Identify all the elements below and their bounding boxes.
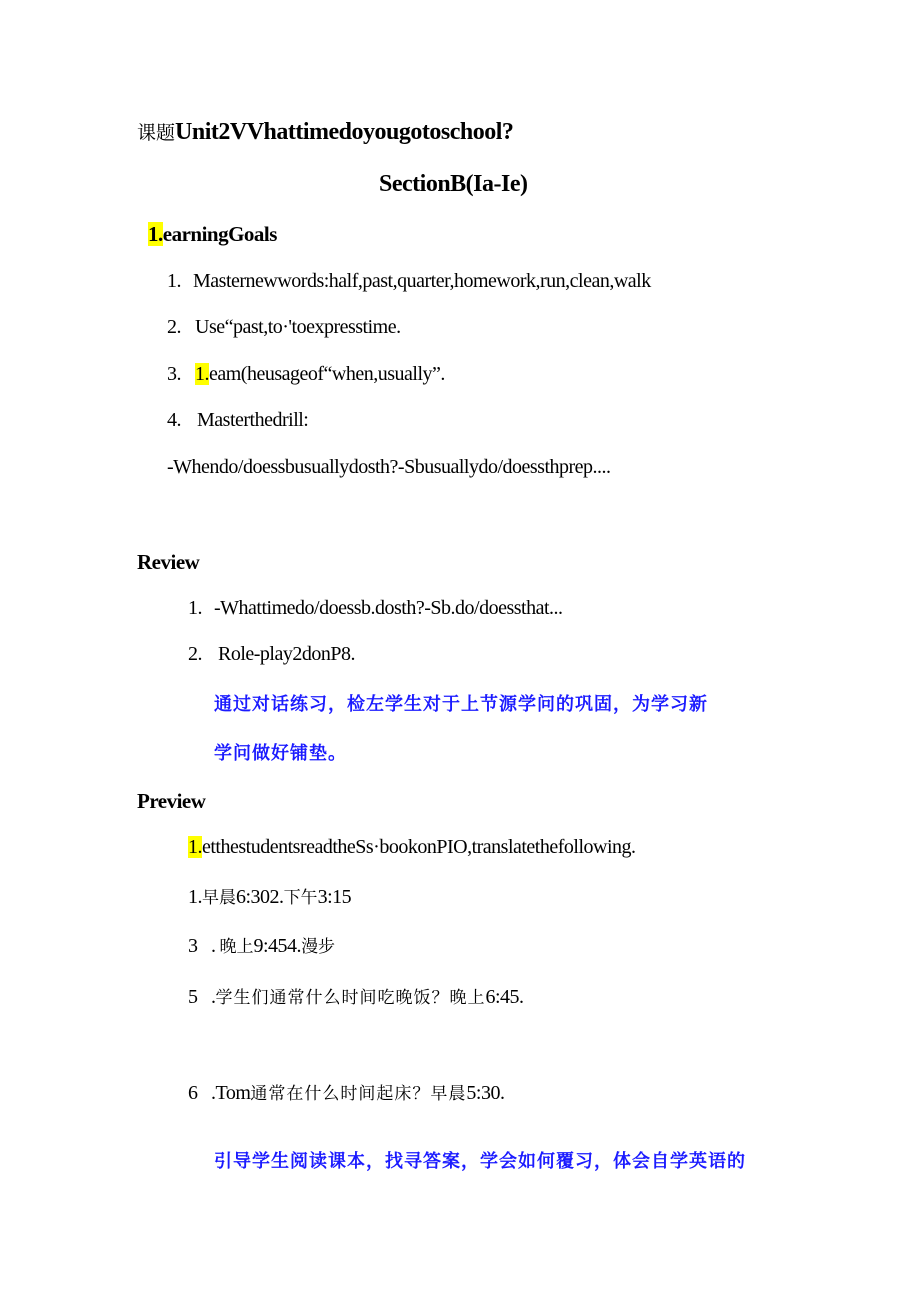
preview-part: 3 . <box>188 935 216 957</box>
preview-part: 5 . <box>188 986 216 1008</box>
preview-part: 学生们通常什么时间吃晚饭？晚上 <box>215 988 486 1008</box>
preview-part: 3:15 <box>317 886 352 908</box>
review-text: -Whattimedo/doessb.dosth?-Sb.do/doessthat... <box>214 597 563 619</box>
preview-part: 早晨 <box>202 888 236 908</box>
review-item <box>188 643 355 666</box>
goal-text: Use“past,to·'toexpresstime. <box>195 316 401 338</box>
title-label: 课题 <box>137 122 176 144</box>
goal-number: 4. <box>167 409 181 431</box>
preview-line <box>188 983 524 1009</box>
review-item <box>188 597 563 620</box>
page-subtitle: SectionB(Ia-Ie) <box>379 171 528 197</box>
preview-part: 晚上 <box>219 937 254 957</box>
goal-text: Masternewwords:half,past,quarter,homework,run,clean,walk <box>193 270 651 292</box>
instruction-text: etthestudentsreadtheSs·bookonPIO,translatethefollowing. <box>202 836 636 858</box>
preview-instruction <box>188 836 636 859</box>
heading-rest: earningGoals <box>162 222 277 246</box>
goal-highlight: 1. <box>195 363 209 385</box>
preview-part: 6 .Tom <box>188 1082 251 1104</box>
review-note: 学问做好铺垫。 <box>214 743 347 764</box>
preview-part: 6:302. <box>236 886 284 908</box>
goal-number: 2. <box>167 316 181 338</box>
preview-part: 5:30. <box>466 1082 505 1104</box>
title-text: Unit2VVhattimedoyougotoschool? <box>175 119 514 145</box>
goal-text: eam(heusageof“when,usually”. <box>209 363 445 385</box>
goal-item <box>167 363 445 386</box>
preview-line <box>188 1079 504 1105</box>
preview-part: 6:45. <box>485 986 524 1008</box>
review-text: Role-play2donP8. <box>218 643 355 665</box>
review-heading: Review <box>137 550 200 574</box>
page-title <box>137 118 513 146</box>
goal-number: 3. <box>167 363 181 385</box>
review-number: 1. <box>188 597 202 619</box>
preview-heading: Preview <box>137 789 206 813</box>
review-note: 通过对话练习，检左学生对于上节源学问的巩固，为学习新 <box>214 694 708 715</box>
learning-goals-heading <box>148 222 277 247</box>
preview-part: 9:454. <box>253 935 302 957</box>
preview-part: 通常在什么时间起床？早晨 <box>250 1084 467 1104</box>
drill-text: -Whendo/doessbusuallydosth?-Sbusuallydo/doessthprep.... <box>167 456 611 478</box>
preview-line <box>188 932 335 958</box>
preview-part: 漫步 <box>301 937 336 957</box>
preview-part: 下午 <box>283 888 318 908</box>
preview-part: 1. <box>188 886 202 908</box>
goal-text: Masterthedrill: <box>197 409 309 431</box>
preview-line <box>188 883 351 909</box>
heading-highlight: 1. <box>148 222 163 246</box>
goal-item <box>167 409 308 432</box>
goal-item <box>167 270 651 293</box>
review-number: 2. <box>188 643 202 665</box>
goal-item <box>167 316 401 339</box>
preview-note: 引导学生阅读课本，找寻答案，学会如何覆习，体会自学英语的 <box>214 1151 746 1172</box>
goal-number: 1. <box>167 270 181 292</box>
instruction-highlight: 1. <box>188 836 202 858</box>
